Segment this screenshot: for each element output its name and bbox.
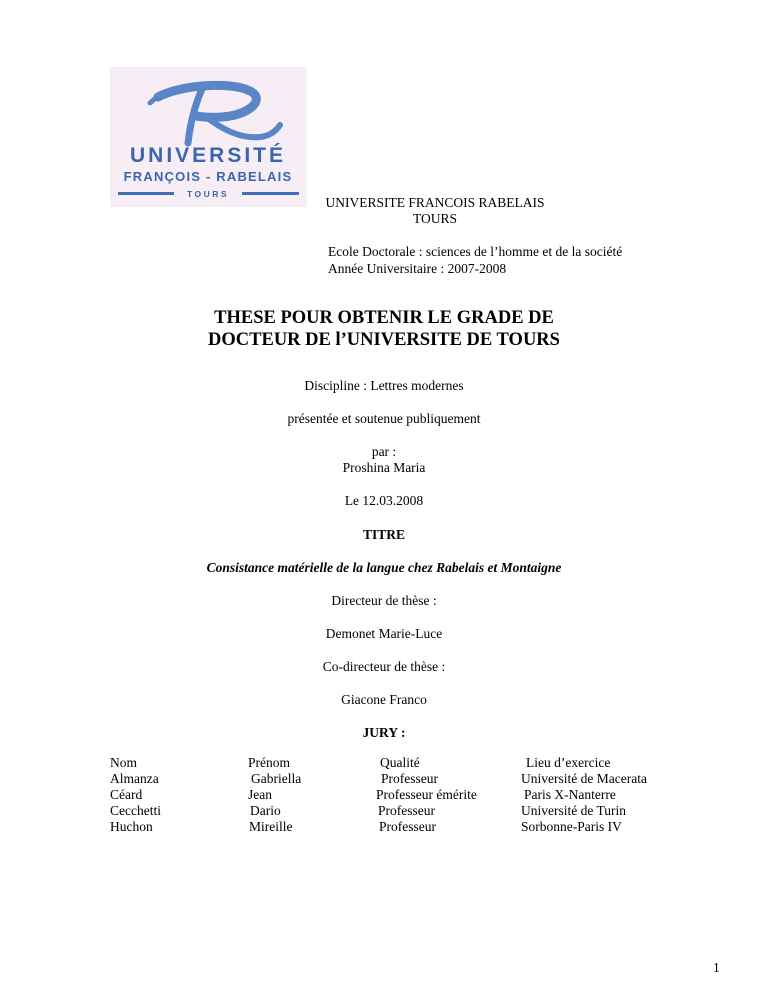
logo-line2: FRANÇOIS - RABELAIS [123,169,293,184]
table-row: Mireille [249,819,293,834]
jury-label: JURY : [362,725,406,740]
university-name: UNIVERSITE FRANCOIS RABELAIS [325,195,545,210]
logo-bar-right [242,192,299,195]
university-city: TOURS [412,211,457,226]
logo-line3: TOURS [186,189,230,199]
jury-header-prenom: Prénom [248,755,290,770]
logo-bar-left [118,192,174,195]
defense-date: Le 12.03.2008 [344,493,424,508]
university-logo [110,67,307,207]
directeur-name: Demonet Marie-Luce [325,626,443,641]
table-row: Dario [250,803,281,818]
directeur-label: Directeur de thèse : [331,593,437,608]
table-row: Professeur [378,803,435,818]
jury-header-lieu: Lieu d’exercice [526,755,611,770]
presented-text: présentée et soutenue publiquement [287,411,481,426]
table-row: Université de Turin [521,803,627,818]
thesis-title: Consistance matérielle de la langue chez Rabelais et Montaigne [206,560,562,575]
codirecteur-label: Co-directeur de thèse : [322,659,446,674]
table-row: Gabriella [251,771,302,786]
table-row: Céard [110,787,143,802]
jury-col-qualite [376,755,477,835]
thesis-heading-line2: DOCTEUR DE l’UNIVERSITE DE TOURS [208,330,560,350]
table-row: Almanza [110,771,159,786]
table-row: Professeur émérite [376,787,477,802]
jury-header-qualite: Qualité [380,755,420,770]
jury-col-prenom [248,755,301,835]
titre-label: TITRE [362,527,406,542]
table-row: Sorbonne-Paris IV [521,819,622,834]
table-row: Cecchetti [110,803,161,818]
ecole-doctorale: Ecole Doctorale : sciences de l’homme et de la société [328,244,623,259]
par-label: par : [371,444,397,459]
table-row: Jean [248,787,272,802]
page-number: 1 [713,960,720,975]
table-row: Université de Macerata [521,771,647,786]
annee-universitaire: Année Universitaire : 2007-2008 [328,261,507,276]
r-mark-icon [150,85,280,143]
codirecteur-name: Giacone Franco [341,692,427,707]
table-row: Paris X-Nanterre [524,787,616,802]
table-row: Professeur [381,771,438,786]
table-row: Professeur [379,819,436,834]
discipline: Discipline : Lettres modernes [304,378,464,393]
jury-header-nom: Nom [110,755,137,770]
table-row: Huchon [110,819,153,834]
logo-line1: UNIVERSITÉ [129,144,287,167]
jury-col-lieu [521,755,647,835]
author-name: Proshina Maria [342,460,426,475]
jury-col-nom [110,755,161,835]
thesis-heading-line1: THESE POUR OBTENIR LE GRADE DE [214,308,554,328]
